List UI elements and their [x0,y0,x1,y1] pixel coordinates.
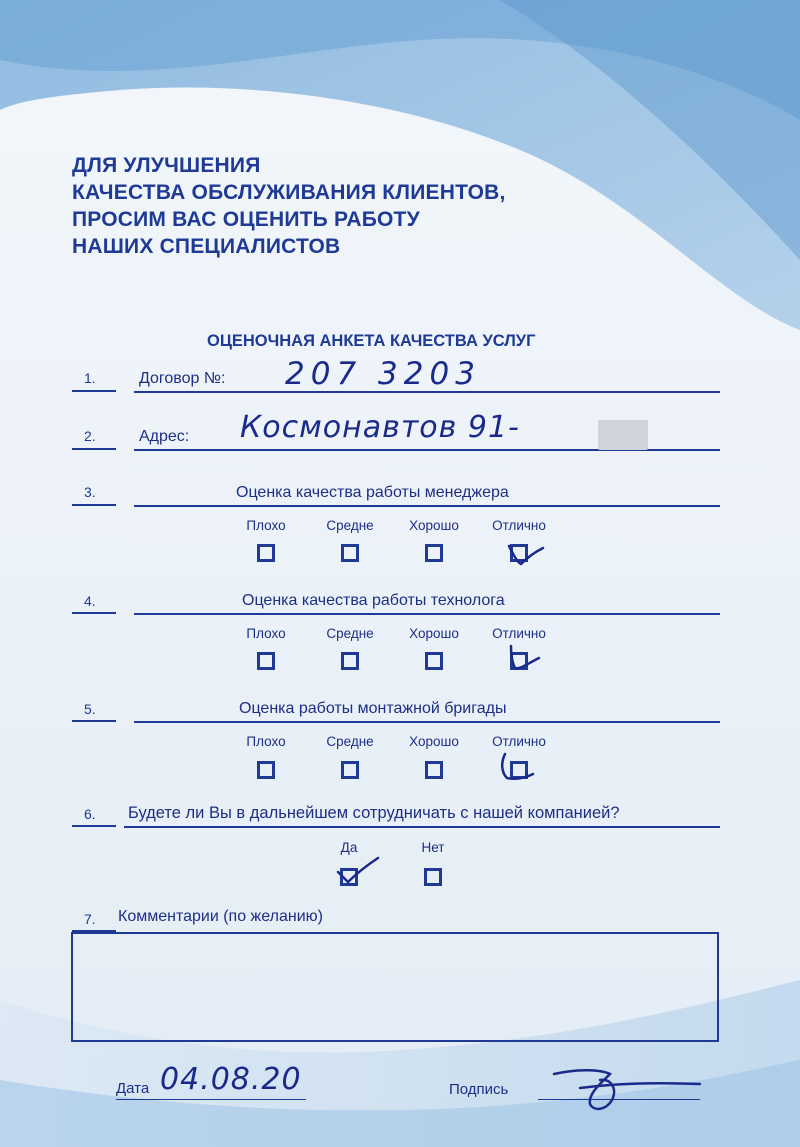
number-underline [72,448,116,450]
option-label-average: Средне [326,734,374,749]
checkbox-average[interactable] [341,652,359,670]
number-underline [72,612,116,614]
option-label-poor: Плохо [246,734,286,749]
question-number: 6. [84,806,96,822]
checkbox-good[interactable] [425,544,443,562]
date-value[interactable]: 04.08.20 [160,1062,302,1097]
technologist-rating-label: Оценка качества работы технолога [242,592,505,609]
checkbox-poor[interactable] [257,544,275,562]
header-line: КАЧЕСТВА ОБСЛУЖИВАНИЯ КЛИЕНТОВ, [72,181,506,204]
option-label-poor: Плохо [246,518,286,533]
header-line: ПРОСИМ ВАС ОЦЕНИТЬ РАБОТУ [72,208,420,231]
option-label-average: Средне [326,626,374,641]
manager-rating-label: Оценка качества работы менеджера [236,484,509,501]
cooperation-question-underline [124,826,720,828]
address-label: Адрес: [139,428,190,445]
comments-label: Комментарии (по желанию) [118,908,323,925]
date-label: Дата [116,1080,150,1097]
checkbox-good[interactable] [425,761,443,779]
option-label-good: Хорошо [409,734,459,749]
contract-number-value[interactable]: 207 3203 [285,356,481,392]
contract-label: Договор №: [139,370,226,387]
technologist-rating-underline [134,613,720,615]
question-number: 1. [84,370,96,386]
checkbox-poor[interactable] [257,652,275,670]
option-label-excellent: Отлично [492,626,546,641]
number-underline [72,825,116,827]
redaction-block [598,420,648,450]
manager-rating-underline [134,505,720,507]
option-label-yes: Да [340,840,358,855]
form-title: ОЦЕНОЧНАЯ АНКЕТА КАЧЕСТВА УСЛУГ [207,332,536,350]
option-label-average: Средне [326,518,374,533]
number-underline [72,504,116,506]
installation-team-rating-label: Оценка работы монтажной бригады [239,700,507,717]
check-mark-icon [505,640,545,674]
cooperation-question-label: Будете ли Вы в дальнейшем сотрудничать с нашей компанией? [128,804,620,822]
date-underline [116,1099,306,1100]
question-number: 3. [84,484,96,500]
question-number: 2. [84,428,96,444]
address-value[interactable]: Космонавтов 91- [240,410,520,445]
checkbox-good[interactable] [425,652,443,670]
installation-team-rating-underline [134,721,720,723]
option-label-good: Хорошо [409,626,459,641]
option-label-good: Хорошо [409,518,459,533]
option-label-excellent: Отлично [492,518,546,533]
handwritten-signature [540,1060,710,1120]
option-label-no: Нет [421,840,445,855]
signature-label: Подпись [449,1081,509,1098]
header-heading [72,152,506,260]
option-label-excellent: Отлично [492,734,546,749]
number-underline [72,390,116,392]
header-line: ДЛЯ УЛУЧШЕНИЯ [72,154,261,177]
check-mark-icon [332,852,382,892]
checkbox-poor[interactable] [257,761,275,779]
check-mark-icon [505,536,545,570]
question-number: 4. [84,593,96,609]
option-label-poor: Плохо [246,626,286,641]
header-line: НАШИХ СПЕЦИАЛИСТОВ [72,235,341,258]
check-mark-icon [497,750,537,784]
checkbox-average[interactable] [341,761,359,779]
number-underline [72,720,116,722]
question-number: 7. [84,911,96,927]
checkbox-no[interactable] [424,868,442,886]
comments-textarea[interactable] [71,932,719,1042]
question-number: 5. [84,701,96,717]
checkbox-average[interactable] [341,544,359,562]
